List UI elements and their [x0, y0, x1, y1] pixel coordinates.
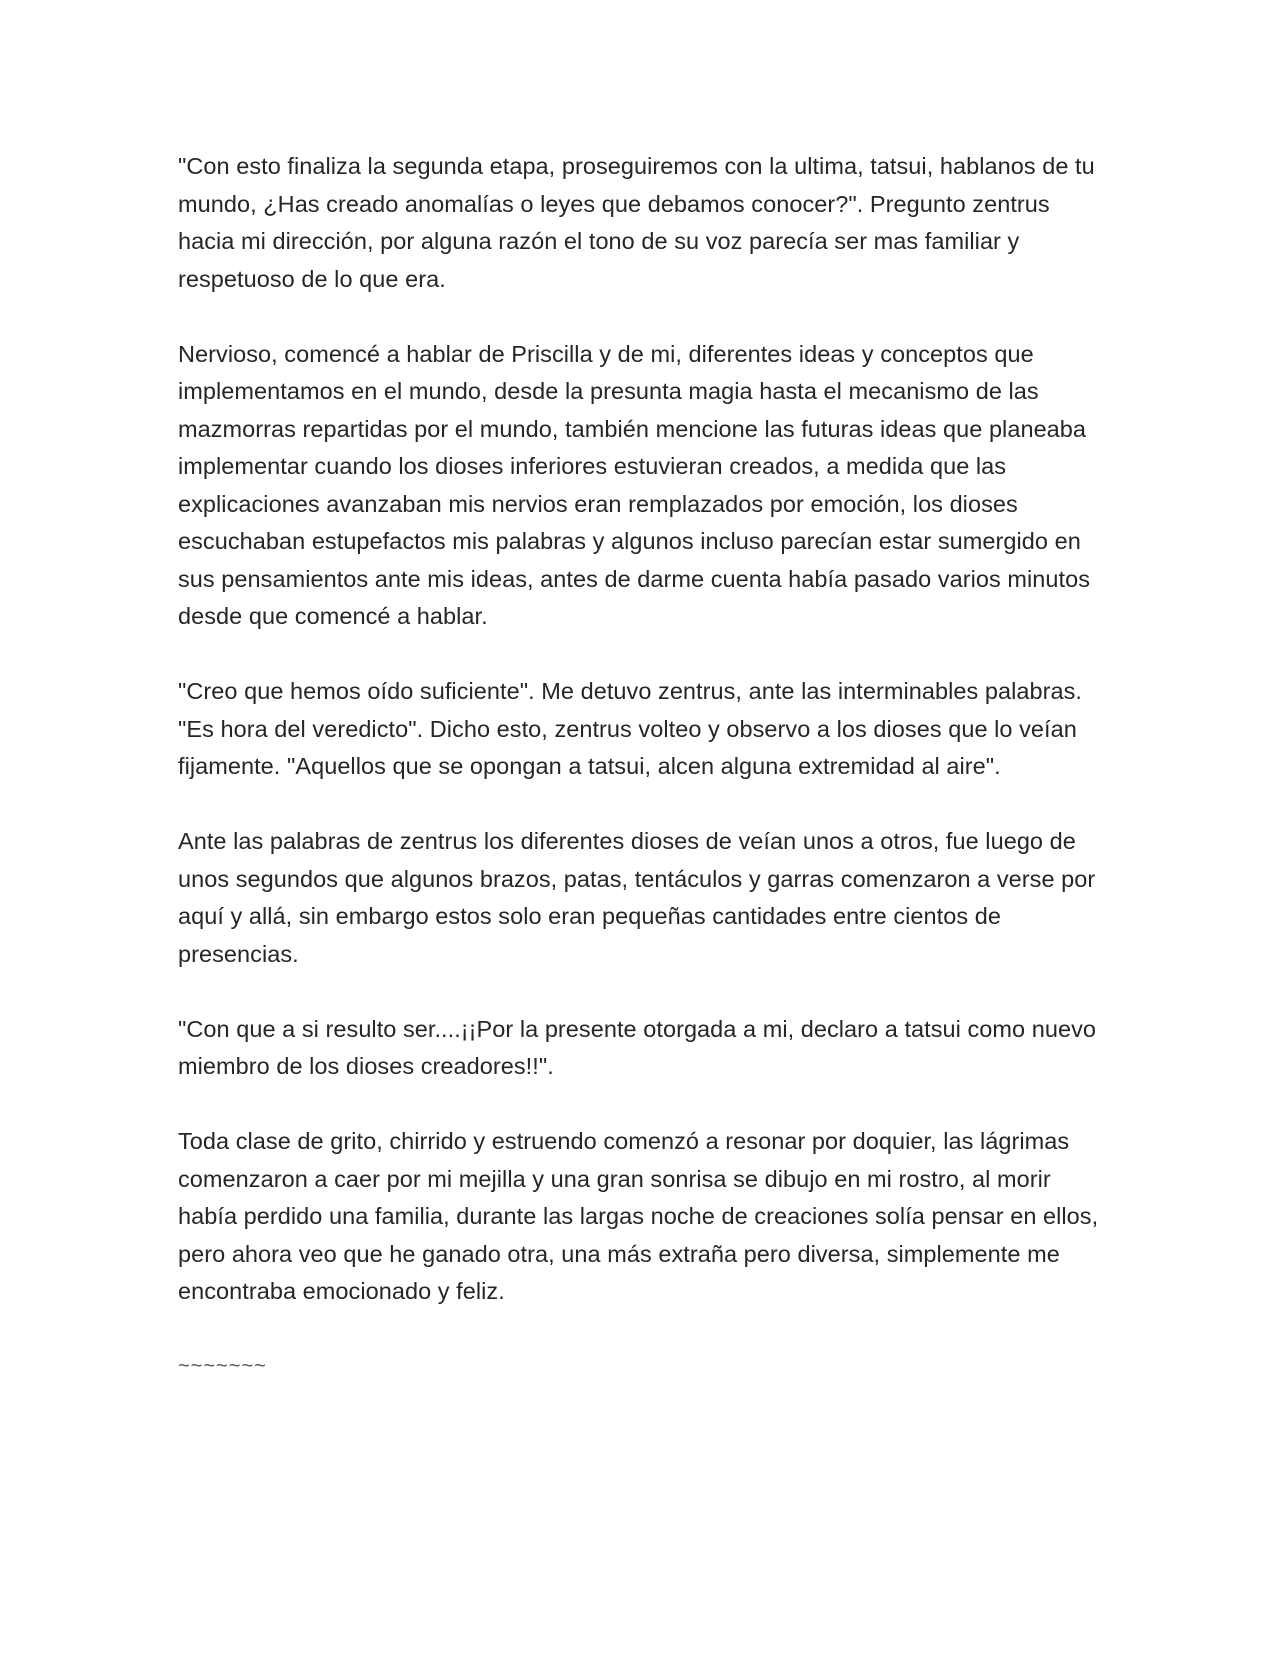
paragraph-4: Ante las palabras de zentrus los diferentes dioses de veían unos a otros, fue luego de unos segundos que algunos brazos, patas, tentáculos y garras comenzaron a verse por aquí y allá, sin embargo estos solo eran pequeñas cantidades entre cientos de presencias. [178, 828, 1096, 967]
paragraph-6: Toda clase de grito, chirrido y estruendo comenzó a resonar por doquier, las lágrimas comenzaron a caer por mi mejilla y una gran sonrisa se dibujo en mi rostro, al morir había perdido una familia, durante las largas noche de creaciones solía pensar en ellos, pero ahora veo que he ganado otra, una más extraña pero diversa, simplemente me encontraba emocionado y feliz. [178, 1128, 1099, 1304]
document-body [178, 148, 1108, 1386]
paragraph-2: Nervioso, comencé a hablar de Priscilla y de mi, diferentes ideas y conceptos que implementamos en el mundo, desde la presunta magia hasta el mecanismo de las mazmorras repartidas por el mundo, también mencione las futuras ideas que planeaba implementar cuando los dioses inferiores estuvieran creados, a medida que las explicaciones avanzaban mis nervios eran remplazados por emoción, los dioses escuchaban estupefactos mis palabras y algunos incluso parecían estar sumergido en sus pensamientos ante mis ideas, antes de darme cuenta había pasado varios minutos desde que comencé a hablar. [178, 340, 1090, 629]
paragraph-1: "Con esto finaliza la segunda etapa, proseguiremos con la ultima, tatsui, hablanos de tu mundo, ¿Has creado anomalías o leyes que debamos conocer?". Pregunto zentrus hacia mi dirección, por alguna razón el tono de su voz parecía ser mas familiar y respetuoso de lo que era. [178, 153, 1095, 292]
paragraph-5: "Con que a si resulto ser....¡¡Por la presente otorgada a mi, declaro a tatsui como nuevo miembro de los dioses creadores!!". [178, 1015, 1097, 1079]
section-separator: ~~~~~~~ [178, 1355, 267, 1377]
paragraph-3: "Creo que hemos oído suficiente". Me detuvo zentrus, ante las interminables palabras. "Es hora del veredicto". Dicho esto, zentrus volteo y observo a los dioses que lo veían fijamente. "Aquellos que se opongan a tatsui, alcen alguna extremidad al aire". [178, 678, 1082, 779]
